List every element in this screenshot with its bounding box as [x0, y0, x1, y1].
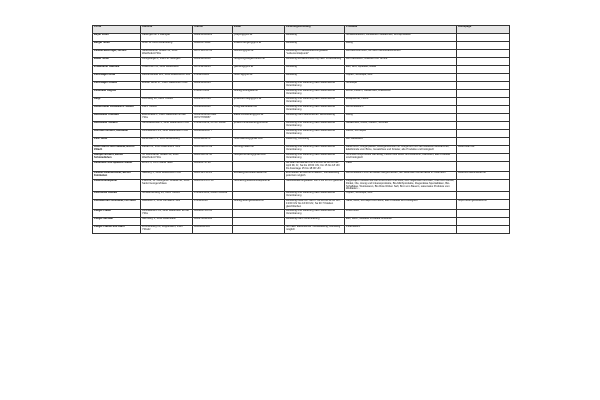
table-cell — [141, 90, 193, 98]
table-cell — [233, 192, 285, 200]
table-cell: 0650/9986272 — [193, 138, 233, 146]
table-cell: Bio-Rindfleisch vom Ennstaler Bergschecken, der seltensten Rinderrasse in Österreich — [345, 171, 457, 179]
table-row — [93, 130, 510, 138]
table-cell: Hörndler Herbert, Reitbauer — [93, 130, 141, 138]
table-cell: Abholung und Lieferung nach telefonischer Vereinbarung — [285, 192, 345, 200]
table-body — [93, 34, 510, 234]
table-cell: Erst wieder ab Herbst erhältlich, Vorbestellung jederzeit möglich — [285, 171, 345, 179]
table-cell: 0664/1390564 — [193, 82, 233, 90]
table-cell: Käse — [345, 162, 457, 172]
table-cell — [457, 58, 510, 66]
table-cell: Litzellachner Ferdinand, Fert Mich — [93, 200, 141, 210]
table-cell — [457, 192, 510, 200]
table-cell: Abholung und Lieferung nach telefonischer Vereinbarung — [285, 130, 345, 138]
table-cell: Hintermüller Rosmarie u. Rudolf — [93, 106, 141, 114]
table-cell: Strobbasstraße 4, 3340 Waidhofen/Ybbs — [141, 122, 193, 130]
table-cell: 0664 260 02 50 — [193, 154, 233, 162]
table-cell: Regionale Produkte wie Bio-Frischmilch und Most, Bio-Tiegenwein und Bier, Toes und Würste, Dinkel, Öle, Honig und Imkereiprodukte, Bio-Milchprodukte, Ziegenkäse Spezialitäten, Bio-Schafkäse, Wurstwaren, Bio Rote Rüben Saft, Brot vom Bauern, saisonales Produkte vom Weltladen ... — [345, 179, 457, 192]
table-cell: Abelsdorf 6, 3331 Kematen/Ybbs — [141, 200, 193, 210]
table-cell: bis März ab Mai am FR 9:00 bis 18:00 Uhr ab April Mi, Fr, Sa bis 18:00 Uhr, Do 15 bis 18 Uhr Do Feiertage 15 bis 18:00 Uhr — [285, 162, 345, 172]
table-cell: Hofer Martin und Isabella, Bichof Zillach — [93, 146, 141, 154]
table-cell — [457, 138, 510, 146]
table-cell: office@ferdl-getreideck.at — [233, 200, 285, 210]
table-cell: Fam. Hofer — [93, 138, 141, 146]
table-cell: Gernberg 1, 3343 Hollenstein — [141, 218, 193, 226]
table-cell: Rettau 22, 3340 Waidhofen/Ybbs — [141, 146, 193, 154]
table-cell: Wurst, Fleisch, Gesalchtes, Bratwürste — [345, 90, 457, 98]
table-row — [93, 200, 510, 210]
table-cell — [457, 42, 510, 50]
column-header: Adresse — [141, 26, 193, 34]
table-cell: Abholung nach telefonischer Vereinbarung — [285, 114, 345, 122]
table-cell: Abholung und Lieferung nach telefonischer Vereinbarung — [285, 82, 345, 90]
table-cell: Abholung und Lieferung nach telefonischer Vereinbarung — [285, 146, 345, 154]
table-cell: Abholung im Selbstbedienungsladen "Lebensmittelpunkt" — [285, 50, 345, 58]
table-cell: Fuchslager Josefa — [93, 82, 141, 90]
table-row — [93, 210, 510, 218]
table-cell — [457, 122, 510, 130]
table-cell: Putenfleisch — [345, 226, 457, 234]
table-cell: https://ferdl-getreideck.at — [457, 200, 510, 210]
table-cell: reingrub@wegau.fleisch.at — [233, 58, 285, 66]
column-header: Lieferung/Abholung — [285, 26, 345, 34]
table-cell: Seitenstettner Straße 53, 3340 Waidhofen/Ybbs — [141, 50, 193, 58]
table-cell: St. Leonharder Straße 30, 3340 Waidhofen/Ybbs — [141, 154, 193, 162]
table-cell: Schmiedl Bioprodukte wie Essig, Fleisch wie Most- und Wildhuhn, Kartoffeln, alle Produkte sind biologisch — [345, 154, 457, 162]
table-cell: 0680/2076902 — [193, 42, 233, 50]
table-cell: 07486/78943 — [193, 90, 233, 98]
table-cell: Honig — [345, 114, 457, 122]
table-cell: kontakt@bichofkolmleiten.at — [233, 171, 285, 179]
table-cell — [457, 82, 510, 90]
table-cell: 0664/2171729 — [193, 162, 233, 172]
table-cell — [457, 162, 510, 172]
table-cell: 0664/88893577 — [193, 130, 233, 138]
table-row — [93, 106, 510, 114]
table-row — [93, 66, 510, 74]
table-cell — [457, 34, 510, 42]
table-cell: Gesalchtes, Wurst, Fleisch, Schmalz — [345, 122, 457, 130]
table-cell: Abholung — [285, 66, 345, 74]
column-header: Produkte — [345, 26, 457, 34]
table-cell: Lueger Lukas — [93, 210, 141, 218]
table-cell: Lieferung, Abholung — [285, 138, 345, 146]
table-cell: Abholung und Lieferung nach telefonischer Vereinbarung — [285, 154, 345, 162]
table-cell: 06604852105 — [193, 226, 233, 234]
table-cell: info@sandbauer.bio — [233, 106, 285, 114]
table-cell: Hinterbach 74, 3365 Allhartsberg — [141, 138, 193, 146]
table-cell: Schweinefleisch, Rindfleisch Gesalchtes, Wurstprodukte — [345, 34, 457, 42]
table-cell: Abholung nach Vereinbarung — [285, 218, 345, 226]
table-cell: Fuchslager Anna — [93, 74, 141, 82]
table-cell: 0664/5957614 — [193, 98, 233, 106]
table-cell: gab103@gmx.at — [233, 66, 285, 74]
table-cell: Kirchberg 10, 3341 Ybbsitz — [141, 98, 193, 106]
column-header: Email — [233, 26, 285, 34]
table-cell: Lueger Michael — [93, 218, 141, 226]
table-cell: office@fuumgasei.at — [233, 90, 285, 98]
table-row — [93, 218, 510, 226]
table-cell: www.bichofkolmleiten.at — [457, 171, 510, 179]
table-cell: 0676 305 63 53 — [193, 50, 233, 58]
table-cell: bichof@zillach.at — [233, 146, 285, 154]
table-row — [93, 74, 510, 82]
table-cell — [233, 162, 285, 172]
table-cell: Beyer Josef — [93, 34, 141, 42]
table-cell: www.zillach.at — [457, 146, 510, 154]
table-cell: Abholung — [285, 34, 345, 42]
table-cell: Abholung — [285, 74, 345, 82]
table-cell: humpel.norbert@gmail.com — [233, 154, 285, 162]
table-cell: hermann@lebensmittelpunkt.at — [233, 179, 285, 192]
table-cell — [233, 218, 285, 226]
column-header: Firma — [93, 26, 141, 34]
table-row — [93, 122, 510, 130]
table-cell — [457, 106, 510, 114]
table-cell: Lueger Paulus und Karin — [93, 226, 141, 234]
table-cell — [233, 82, 285, 90]
table-cell: Hintsteiner Irmtraud — [93, 114, 141, 122]
table-cell — [457, 90, 510, 98]
table-cell: Lebensmittelpunkt — [93, 179, 141, 192]
table-cell: Seeberg 5, 3340 Waidhofen/Ybbs — [141, 171, 193, 179]
table-cell — [233, 130, 285, 138]
table-row — [93, 162, 510, 172]
table-cell: Topfen, Schotüpe, Brot — [345, 192, 457, 200]
table-row — [93, 58, 510, 66]
table-cell: 0664/1408359 — [193, 58, 233, 66]
table-cell: Hintsteiner Johann — [93, 122, 141, 130]
table-cell: Eier, Brot, Apfelsaft, Butter — [345, 66, 457, 74]
table-row — [93, 98, 510, 106]
table-cell: Grub 13 3365 Allhartsberg — [141, 42, 193, 50]
table-cell: Honig — [345, 42, 457, 50]
table-cell: Eier, Milch, Molkerei Produkte Grundner — [345, 218, 457, 226]
table-row — [93, 179, 510, 192]
table-cell — [457, 130, 510, 138]
table-cell — [457, 74, 510, 82]
table-cell — [457, 50, 510, 58]
table-cell: 07443/31053, 0664/7294049 — [193, 192, 233, 200]
table-cell: m0079@gmx.at — [233, 74, 285, 82]
table-cell: Humpel Norbert, Bichof Schmiedlehen — [93, 154, 141, 162]
table-cell: Berger Josef — [93, 42, 141, 50]
table-cell: Fulltmaier Regina — [93, 90, 141, 98]
table-cell — [457, 210, 510, 218]
table-cell: j.beyer@gmx.at — [233, 34, 285, 42]
table-cell: hoferhaus30@gmail.com — [233, 138, 285, 146]
table-cell: 0699/10361803 — [193, 34, 233, 42]
table-cell: 0664/5932186 oder 0676/7780957 — [193, 114, 233, 122]
table-cell: Frischmilch — [345, 210, 457, 218]
table-cell: buchich@gmx.at — [233, 50, 285, 58]
table-cell: Selbstbedienungsladen von 6 bis 18 Uhr geöffnet — [285, 179, 345, 192]
table-cell: 0664 886 86 99 — [193, 146, 233, 154]
column-header: Telefon — [193, 26, 233, 34]
table-row — [93, 192, 510, 200]
table-cell: 0676/3250244 — [193, 66, 233, 74]
table-cell: Kalsingla 3371 Kalmgau — [141, 34, 193, 42]
table-cell: Wieser Höhe 47, 3340 Waidhofen/Ybbs — [141, 82, 193, 90]
table-row — [93, 171, 510, 179]
table-cell: Leichtfried Andrea — [93, 192, 141, 200]
table-row — [93, 50, 510, 58]
table-cell: Konradsheim 63, 3340 Waidhofen an der Ybbs — [141, 210, 193, 218]
table-cell: Familie Kaltenbrunner, Bichof Kolmleiten — [93, 171, 141, 179]
table-cell: 07442/54259, 0676/730602 — [193, 122, 233, 130]
table-cell: imkerei.berger@gmx.at — [233, 42, 285, 50]
table-cell: Bio-Heu-Rohmilch, AZ Milch demokratischerlich — [345, 50, 457, 58]
table-cell: Abholung/Versand/Lieferung nach Vereinbarung — [285, 58, 345, 66]
table-cell: Abholung neue ÖZ: Mo Fr. 08:00 bis 12:00 Uhr, 13:00 Uhr bis 16:00 Uhr, Sa 30 7 Käsiten gleichbleiben — [285, 200, 345, 210]
table-row — [93, 154, 510, 162]
table-row — [93, 146, 510, 154]
table-cell: Konradsheim 29, 3340 Waidhofen/Ybbs — [141, 130, 193, 138]
table-cell: Bio Weideland — [345, 138, 457, 146]
table-row — [93, 114, 510, 122]
header-row — [93, 26, 510, 34]
table-cell: Erlenstraße 1, 3340 Waidhofen an der Ybbs — [141, 114, 193, 122]
table-cell: Lahnenstraße 125, 3340 Waidhofen/Ybbs — [141, 74, 193, 82]
table-cell: Familie Buchinger, Aichen — [93, 50, 141, 58]
table-cell: Frochenberg 26, Kuppelbach, 3341 Ybbsitz — [141, 226, 193, 234]
table-cell: Wimm 6, 3372 Maria Taferl — [141, 162, 193, 172]
table-cell: Unterchien 11, 3340 Hollenstein — [141, 66, 193, 74]
table-cell: Abholung und Lieferung nach telefonischer Vereinbarung — [285, 122, 345, 130]
table-cell: Topfen, Schotüpe, Brot — [345, 74, 457, 82]
table-cell: Schwarzenberg 24, 3341 Ybbsitz — [141, 192, 193, 200]
table-cell: 07442/54065 — [193, 74, 233, 82]
table-cell: 07448/3240 — [193, 200, 233, 210]
table-cell — [457, 226, 510, 234]
table-cell — [457, 98, 510, 106]
table-cell — [233, 210, 285, 218]
table-cell: Abholung und Lieferung nach telefonischer Vereinbarung — [285, 106, 345, 114]
table-cell: Abholung und Lieferung nach telefonischer Vereinbarung — [285, 90, 345, 98]
table-cell: Käsehütte Stix-Spalteck Stefan — [93, 162, 141, 172]
table-cell: Schotüpe — [345, 82, 457, 90]
table-cell: Liköre, Schnäpse — [345, 130, 457, 138]
table-cell: Erlaßhalner Gabriele — [93, 66, 141, 74]
table-cell: Heigl — [93, 98, 141, 106]
table-row — [93, 138, 510, 146]
producer-table — [92, 25, 510, 234]
table-cell — [457, 179, 510, 192]
table-cell — [457, 218, 510, 226]
table-cell: Buder Josef — [93, 58, 141, 66]
table-cell: klaus.hintsteiner@gmx.at — [233, 114, 285, 122]
table-cell: Erdäpfelnde, Liköre — [345, 98, 457, 106]
table-cell — [457, 154, 510, 162]
table-cell: Abholung und Lieferung nach telefonischer Vereinbarung — [285, 210, 345, 218]
table-cell: Bio-Rindfleisch — [345, 106, 457, 114]
table-cell: 0664/8896366 — [193, 106, 233, 114]
table-cell: Pfarrhof, St. Georgener Strasse 38, 3340 Sankt Georgen/Klaus — [141, 179, 193, 192]
table-cell: Abholung und Lieferung nach telefonischer Vereinbarung — [285, 98, 345, 106]
table-cell: johannes.heigl@gmx.at — [233, 98, 285, 106]
table-cell: Bio Kalbfleisch, Rillettes und Terrine — [345, 58, 457, 66]
column-header: Homepage — [457, 26, 510, 34]
table-cell — [233, 226, 285, 234]
table-cell: 3341 Ybbsitz — [141, 106, 193, 114]
table-cell: johann.hintersteiner@tevis.at — [233, 122, 285, 130]
table-cell: Königsreigel 1, 3344 St. Georgen — [141, 58, 193, 66]
table-row — [93, 82, 510, 90]
table-cell — [457, 114, 510, 122]
table-cell — [457, 66, 510, 74]
table-cell: 0664 425 49 22 — [193, 171, 233, 179]
table-cell: 0664/73032504 — [193, 218, 233, 226]
document-sheet — [92, 25, 509, 234]
table-cell: Säfte, Most, Schnaps und Liköre, alle Produkte sind biologisch — [345, 200, 457, 210]
table-row — [93, 34, 510, 42]
table-cell: 0664/88764732 — [193, 210, 233, 218]
table-row — [93, 226, 510, 234]
table-cell: Bauernbrot, Burgerpatties, www.genussvoll mit. Burgerbrot von der Bäckerei Mosbammer, Edelbrände vom Birne, Gesalchtes und Kräuter, alle Produkte und biologisch — [345, 146, 457, 154]
table-row — [93, 90, 510, 98]
table-cell: nur nach telefonischer Vorbestellung, Abholung möglich — [285, 226, 345, 234]
table-row — [93, 42, 510, 50]
table-cell: 0699 813 272 58 — [193, 179, 233, 192]
table-cell: Abholung — [285, 42, 345, 50]
